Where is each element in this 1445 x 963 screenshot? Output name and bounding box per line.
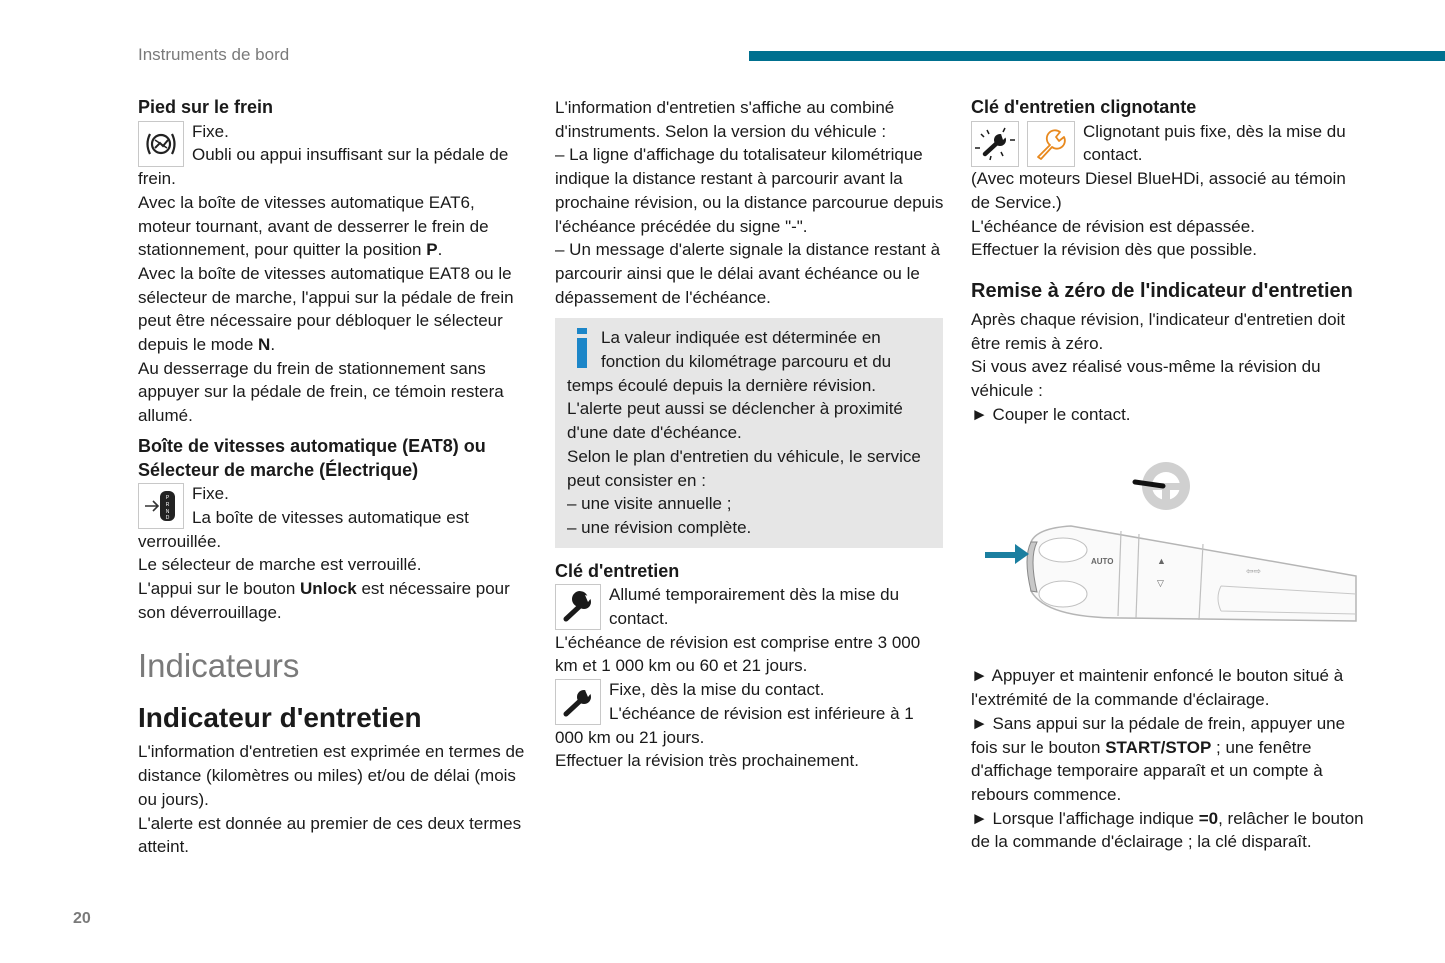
svg-text:AUTO: AUTO — [1091, 557, 1114, 567]
svg-text:D: D — [165, 515, 170, 522]
svg-text:P: P — [165, 495, 170, 502]
brake-heading: Pied sur le frein — [138, 97, 274, 117]
gearbox-paragraph-2: L'appui sur le bouton Unlock est nécessaire pour son déverrouillage. — [138, 579, 510, 622]
svg-text:▲: ▲ — [1157, 556, 1166, 567]
gearbox-indicator — [138, 482, 528, 553]
note-text: Selon le plan d'entretien du véhicule, le service peut consister en : — [567, 446, 921, 490]
blinking-paragraph-3: Effectuer la révision dès que possible. — [971, 240, 1258, 260]
reset-heading: Remise à zéro de l'indicateur d'entretien — [971, 279, 1353, 302]
info-icon — [577, 328, 587, 368]
svg-text:⇦⇨: ⇦⇨ — [1246, 566, 1262, 577]
running-header: Instruments de bord — [138, 45, 290, 64]
note-list-item: – une révision complète. — [567, 517, 752, 537]
lighting-stalk-illustration — [971, 446, 1366, 646]
reset-step: ► Couper le contact. — [971, 404, 1131, 424]
maintenance-list-item: – Un message d'alerte signale la distance restant à parcourir ainsi que le délai avant échéance ou le dépassement de l'échéance. — [555, 240, 941, 307]
brake-indicator — [138, 120, 528, 191]
wrench-a-status: Allumé temporairement dès la mise du contact. — [609, 585, 900, 629]
wrench-indicator-a — [555, 583, 945, 630]
reset-step: ► Appuyer et maintenir enfoncé le bouton situé à l'extrémité de la commande d'éclairage. — [971, 666, 1344, 710]
gearbox-heading: Boîte de vitesses automatique (EAT8) ou Sélecteur de marche (Électrique) — [138, 435, 486, 480]
blinking-paragraph-1: (Avec moteurs Diesel BlueHDi, associé au témoin de Service.) — [971, 169, 1346, 212]
reset-step: ► Lorsque l'affichage indique =0, relâcher le bouton de la commande d'éclairage ; la clé disparaît. — [971, 808, 1364, 852]
subsection-title: Indicateur d'entretien — [138, 702, 422, 734]
svg-text:▽: ▽ — [1157, 578, 1164, 589]
blinking-paragraph-2: L'échéance de révision est dépassée. — [971, 216, 1255, 236]
gearbox-status: Fixe. — [192, 484, 229, 504]
wrench-a-desc: L'échéance de révision est comprise entre 3 000 km et 1 000 km ou 60 et 21 jours. — [555, 632, 921, 676]
maintenance-paragraph-2: L'alerte est donnée au premier de ces deux termes atteint. — [138, 813, 522, 857]
steering-wheel-icon — [1135, 462, 1190, 510]
maintenance-list-item: – La ligne d'affichage du totalisateur kilométrique indique la distance restant à parcourir avant la prochaine révision, ou la distance parcourue depuis l'échéance précédée du signe "-". — [555, 145, 944, 236]
column-right — [971, 96, 1366, 854]
wrench-b-status: Fixe, dès la mise du contact. — [609, 680, 825, 700]
gear-selector-lock-icon — [138, 483, 184, 529]
column-left — [138, 96, 528, 859]
wrench-heading: Clé d'entretien — [555, 560, 680, 581]
section-title: Indicateurs — [138, 647, 300, 685]
press-arrow-icon — [985, 544, 1029, 564]
reset-step: ► Sans appui sur la pédale de frein, appuyer une fois sur le bouton START/STOP ; une fenêtre d'affichage temporaire apparaît et un compte à rebours commence. — [971, 713, 1346, 804]
blinking-wrench-heading: Clé d'entretien clignotante — [971, 97, 1197, 117]
maintenance-paragraph-1: L'information d'entretien est exprimée en termes de distance (kilomètres ou miles) et/ou de délai (mois ou jours). — [138, 742, 525, 809]
header-accent-bar — [749, 51, 1445, 61]
maintenance-intro: L'information d'entretien s'affiche au combiné d'instruments. Selon la version du véhicule : — [555, 98, 895, 141]
brake-foot-warning-icon — [138, 121, 184, 167]
note-list-item: – une visite annuelle ; — [567, 494, 732, 514]
wrench-blinking-icon — [971, 121, 1019, 167]
gearbox-paragraph-1: Le sélecteur de marche est verrouillé. — [138, 555, 422, 575]
reset-paragraph-1: Après chaque révision, l'indicateur d'entretien doit être remis à zéro. — [971, 309, 1346, 353]
reset-paragraph-2: Si vous avez réalisé vous-même la révision du véhicule : — [971, 357, 1321, 401]
wrench-icon — [555, 679, 601, 725]
page-number: 20 — [73, 910, 91, 927]
brake-desc: Oubli ou appui insuffisant sur la pédale de frein. — [138, 145, 509, 189]
service-wrench-orange-icon — [1027, 121, 1075, 167]
wrench-indicator-b — [555, 678, 945, 749]
wrench-icon — [555, 584, 601, 630]
info-note — [555, 318, 943, 547]
note-text: L'alerte peut aussi se déclencher à proximité d'une date d'échéance. — [567, 399, 903, 443]
note-text: La valeur indiquée est déterminée en fonction du kilométrage parcouru et du temps écoulé depuis la dernière révision. — [567, 328, 892, 395]
brake-paragraph-1: Avec la boîte de vitesses automatique EAT6, moteur tournant, avant de desserrer le frein de stationnement, pour quitter la position P. — [138, 192, 489, 260]
column-middle — [555, 96, 945, 773]
blinking-wrench-status: Clignotant puis fixe, dès la mise du contact. — [1083, 121, 1346, 165]
blinking-wrench-indicator — [971, 120, 1366, 167]
brake-paragraph-2: Avec la boîte de vitesses automatique EAT8 ou le sélecteur de marche, l'appui sur la pédale de frein peut être nécessaire pour débloquer le sélecteur depuis le mode N. — [138, 263, 514, 355]
svg-text:N: N — [165, 509, 170, 516]
brake-paragraph-3: Au desserrage du frein de stationnement sans appuyer sur la pédale de frein, ce témoin restera allumé. — [138, 358, 504, 426]
brake-status: Fixe. — [192, 121, 229, 141]
wrench-b-advice: Effectuer la révision très prochainement. — [555, 751, 859, 771]
svg-text:R: R — [165, 502, 170, 509]
gearbox-desc: La boîte de vitesses automatique est verrouillée. — [138, 507, 469, 551]
wrench-b-desc: L'échéance de révision est inférieure à 1 000 km ou 21 jours. — [555, 703, 914, 747]
